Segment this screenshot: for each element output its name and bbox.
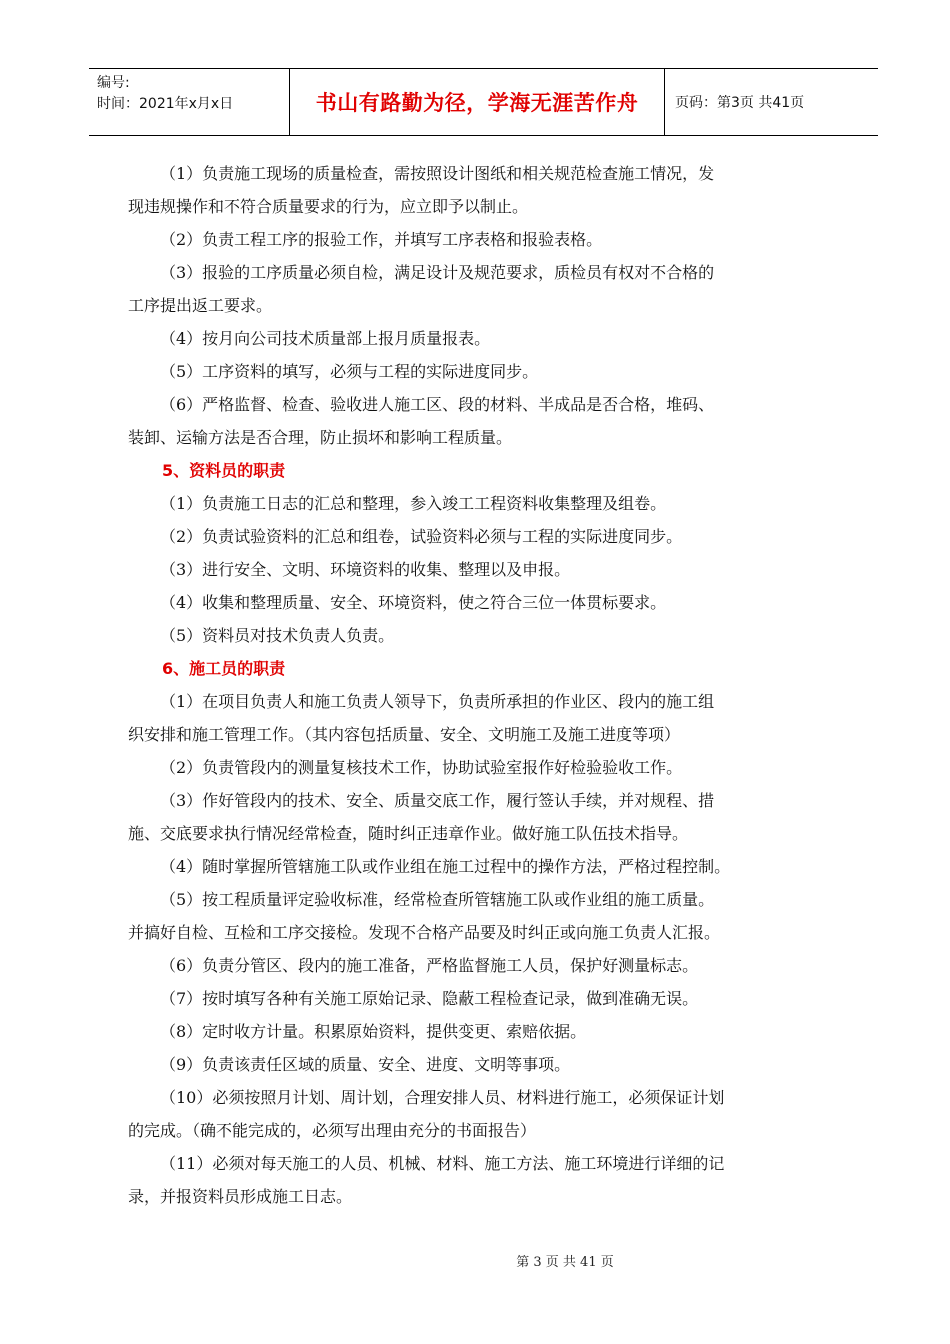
paragraph-continuation: 录，并报资料员形成施工日志。 [128, 1187, 353, 1206]
time-label: 时间：2021年x月x日 [97, 96, 234, 112]
document-body [128, 157, 846, 1213]
paragraph-line: （1）负责施工日志的汇总和整理，参入竣工工程资料收集整理及组卷。 [160, 494, 667, 513]
paragraph-line: （5）工序资料的填写，必须与工程的实际进度同步。 [160, 362, 539, 381]
paragraph-line: （8）定时收方计量。积累原始资料，提供变更、索赔依据。 [160, 1022, 587, 1041]
paragraph-line: （7）按时填写各种有关施工原始记录、隐蔽工程检查记录，做到准确无误。 [160, 989, 699, 1008]
paragraph-continuation: 的完成。（确不能完成的，必须写出理由充分的书面报告） [128, 1121, 537, 1140]
paragraph-line: （2）负责试验资料的汇总和组卷，试验资料必须与工程的实际进度同步。 [160, 527, 683, 546]
paragraph-continuation: 施、交底要求执行情况经常检查，随时纠正违章作业。做好施工队伍技术指导。 [128, 824, 689, 843]
section-heading: 6、施工员的职责 [162, 659, 286, 678]
code-label: 编号: [97, 75, 130, 91]
paragraph-line: （3）作好管段内的技术、安全、质量交底工作，履行签认手续，并对规程、措 [160, 791, 715, 810]
page-header [89, 68, 878, 136]
paragraph-line: （5）资料员对技术负责人负责。 [160, 626, 395, 645]
paragraph-continuation: 并搞好自检、互检和工序交接检。发现不合格产品要及时纠正或向施工负责人汇报。 [128, 923, 721, 942]
paragraph-line: （6）负责分管区、段内的施工准备，严格监督施工人员，保护好测量标志。 [160, 956, 699, 975]
header-motto: 书山有路勤为径，学海无涯苦作舟 [290, 69, 665, 135]
paragraph-line: （1）在项目负责人和施工负责人领导下，负责所承担的作业区、段内的施工组 [160, 692, 715, 711]
paragraph-line: （6）严格监督、检查、验收进人施工区、段的材料、半成品是否合格，堆码、 [160, 395, 715, 414]
paragraph-line: （5）按工程质量评定验收标准，经常检查所管辖施工队或作业组的施工质量。 [160, 890, 715, 909]
paragraph-line: （3）进行安全、文明、环境资料的收集、整理以及申报。 [160, 560, 571, 579]
paragraph-line: （4）按月向公司技术质量部上报月质量报表。 [160, 329, 491, 348]
paragraph-continuation: 工序提出返工要求。 [128, 296, 273, 315]
paragraph-line: （2）负责工程工序的报验工作，并填写工序表格和报验表格。 [160, 230, 603, 249]
paragraph-line: （2）负责管段内的测量复核技术工作，协助试验室报作好检验验收工作。 [160, 758, 683, 777]
paragraph-line: （4）随时掌握所管辖施工队或作业组在施工过程中的操作方法，严格过程控制。 [160, 857, 731, 876]
paragraph-line: （4）收集和整理质量、安全、环境资料，使之符合三位一体贯标要求。 [160, 593, 667, 612]
header-page-info: 页码：第3页 共41页 [675, 95, 805, 111]
header-meta [89, 69, 290, 135]
page-footer: 第 3 页 共 41 页 [516, 1255, 614, 1270]
section-heading: 5、资料员的职责 [162, 461, 286, 480]
paragraph-line: （1）负责施工现场的质量检查，需按照设计图纸和相关规范检查施工情况，发 [160, 164, 715, 183]
paragraph-line: （10）必须按照月计划、周计划，合理安排人员、材料进行施工，必须保证计划 [160, 1088, 725, 1107]
paragraph-continuation: 装卸、运输方法是否合理，防止损坏和影响工程质量。 [128, 428, 513, 447]
paragraph-line: （3）报验的工序质量必须自检，满足设计及规范要求，质检员有权对不合格的 [160, 263, 715, 282]
paragraph-continuation: 织安排和施工管理工作。（其内容包括质量、安全、文明施工及施工进度等项） [128, 725, 681, 744]
paragraph-line: （9）负责该责任区域的质量、安全、进度、文明等事项。 [160, 1055, 571, 1074]
paragraph-continuation: 现违规操作和不符合质量要求的行为，应立即予以制止。 [128, 197, 529, 216]
paragraph-line: （11）必须对每天施工的人员、机械、材料、施工方法、施工环境进行详细的记 [160, 1154, 725, 1173]
